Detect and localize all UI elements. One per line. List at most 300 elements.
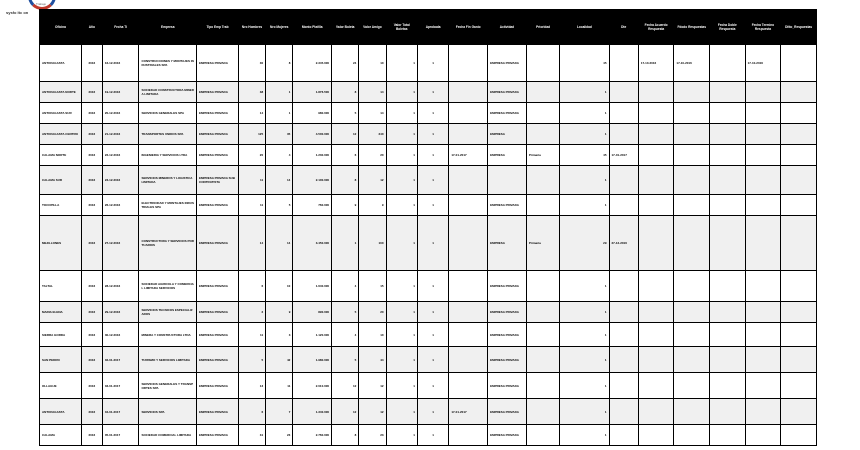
table-cell: SIERRA GORDA bbox=[40, 323, 82, 347]
table-cell bbox=[638, 166, 674, 195]
table-cell: 02-01-2017 bbox=[102, 347, 139, 373]
table-cell bbox=[781, 45, 817, 82]
table-row[interactable] bbox=[40, 82, 817, 103]
table-cell: EMPRESA PRIVADA bbox=[197, 195, 239, 216]
table-cell: 27-12-2016 bbox=[609, 216, 638, 271]
table-cell bbox=[526, 124, 560, 145]
table-cell: 1 bbox=[560, 103, 609, 124]
column-header[interactable]: Dte bbox=[609, 10, 638, 45]
table-cell: 1 bbox=[386, 271, 417, 302]
table-cell: 1 bbox=[417, 195, 448, 216]
table-cell: 9 bbox=[332, 195, 359, 216]
table-cell: 11 bbox=[238, 195, 265, 216]
table-cell: 1 bbox=[560, 347, 609, 373]
table-cell bbox=[609, 103, 638, 124]
table-cell bbox=[674, 399, 710, 425]
table-cell: EMPRESA bbox=[488, 145, 527, 166]
table-cell bbox=[638, 302, 674, 323]
table-cell: 14 bbox=[238, 103, 265, 124]
table-cell: 30 bbox=[238, 45, 265, 82]
table-cell bbox=[526, 302, 560, 323]
table-row[interactable] bbox=[40, 373, 817, 399]
table-cell bbox=[609, 302, 638, 323]
column-header[interactable]: Fecha Fin Ganio bbox=[449, 10, 488, 45]
table-row[interactable] bbox=[40, 166, 817, 195]
table-row[interactable] bbox=[40, 425, 817, 446]
table-cell: 20 bbox=[359, 145, 386, 166]
table-cell: 15 bbox=[359, 271, 386, 302]
table-cell bbox=[710, 166, 746, 195]
table-cell: 1 bbox=[560, 195, 609, 216]
table-cell: EMPRESA PRIVADA bbox=[488, 82, 527, 103]
table-cell: 38 bbox=[238, 82, 265, 103]
table-cell: 05-01-2017 bbox=[102, 425, 139, 446]
table-cell bbox=[745, 103, 781, 124]
table-cell: 14 bbox=[266, 166, 293, 195]
table-cell bbox=[674, 425, 710, 446]
table-cell: SERVICIOS SPA bbox=[139, 399, 197, 425]
table-cell: MARIA ELENA bbox=[40, 302, 82, 323]
table-cell: 16-12-2016 bbox=[102, 45, 139, 82]
table-cell: 2016 bbox=[81, 166, 102, 195]
table-cell: 8 bbox=[332, 82, 359, 103]
table-cell: 1.340.000 bbox=[293, 399, 332, 425]
table-cell: 29 bbox=[560, 216, 609, 271]
table-cell: 8 bbox=[266, 45, 293, 82]
table-cell: EMPRESA PRIVADA bbox=[197, 216, 239, 271]
table-cell bbox=[609, 425, 638, 446]
logo-text: Trabajo bbox=[36, 2, 47, 6]
column-header[interactable]: Nro Hombres bbox=[238, 10, 265, 45]
table-cell: 9 bbox=[359, 195, 386, 216]
table-cell bbox=[745, 216, 781, 271]
table-cell bbox=[449, 216, 488, 271]
table-cell: 7 bbox=[266, 399, 293, 425]
table-cell: 1 bbox=[560, 323, 609, 347]
table-cell: 12 bbox=[359, 399, 386, 425]
table-cell bbox=[488, 166, 527, 195]
table-cell bbox=[638, 271, 674, 302]
table-cell: 2016 bbox=[81, 271, 102, 302]
table-cell: 240 bbox=[359, 124, 386, 145]
table-cell: 2.010.000 bbox=[293, 373, 332, 399]
table-cell: 1 bbox=[386, 195, 417, 216]
table-cell: 1 bbox=[417, 82, 448, 103]
table-cell: 1 bbox=[417, 425, 448, 446]
table-cell bbox=[526, 425, 560, 446]
table-cell: EMPRESA PRIVADA bbox=[197, 399, 239, 425]
table-cell: OLLAGUE bbox=[40, 373, 82, 399]
table-cell bbox=[526, 271, 560, 302]
table-cell bbox=[638, 425, 674, 446]
table-cell bbox=[781, 323, 817, 347]
table-cell: 17-01-2017 bbox=[449, 145, 488, 166]
table-cell: SOCIEDAD AGRICOLA Y COMERCIAL LIMITADA SERVICIOS bbox=[139, 271, 197, 302]
table-cell: 2016 bbox=[81, 45, 102, 82]
table-cell: CALAMA NORTE bbox=[40, 145, 82, 166]
table-cell bbox=[710, 347, 746, 373]
table-cell bbox=[781, 302, 817, 323]
table-cell bbox=[674, 271, 710, 302]
table-cell bbox=[781, 216, 817, 271]
table-cell bbox=[609, 373, 638, 399]
column-header[interactable]: Localidad bbox=[560, 10, 609, 45]
table-cell: 19-12-2016 bbox=[102, 82, 139, 103]
table-cell: 2016 bbox=[81, 425, 102, 446]
table-cell: 14 bbox=[359, 82, 386, 103]
table-cell: 1 bbox=[417, 271, 448, 302]
table-cell: 31 bbox=[238, 425, 265, 446]
table-cell bbox=[674, 166, 710, 195]
table-cell: 1 bbox=[417, 373, 448, 399]
table-cell: 17-10-2016 bbox=[674, 45, 710, 82]
table-cell: 1 bbox=[560, 82, 609, 103]
table-cell: SERVICIOS MINEROS Y LOGISTICA LIMITADA bbox=[139, 166, 197, 195]
table-cell: 35 bbox=[266, 124, 293, 145]
table-cell: EMPRESA PRIVADA bbox=[488, 195, 527, 216]
table-cell: 2016 bbox=[81, 302, 102, 323]
table-cell: 13 bbox=[238, 373, 265, 399]
table-cell bbox=[710, 271, 746, 302]
table-cell: 23-12-2016 bbox=[102, 166, 139, 195]
table-cell: 14 bbox=[359, 103, 386, 124]
table-cell: 04-01-2017 bbox=[102, 399, 139, 425]
table-cell bbox=[449, 166, 488, 195]
table-cell bbox=[526, 347, 560, 373]
table-cell bbox=[745, 195, 781, 216]
table-cell bbox=[781, 145, 817, 166]
table-cell: 2.345.000 bbox=[293, 45, 332, 82]
table-cell: CALAMA bbox=[40, 425, 82, 446]
table-cell: SERVICIOS GENERALES Y TRANSPORTES SPA bbox=[139, 373, 197, 399]
table-cell bbox=[638, 82, 674, 103]
table-cell bbox=[781, 124, 817, 145]
table-cell: 17-10-2016 bbox=[638, 45, 674, 82]
column-header[interactable]: Oficina bbox=[40, 10, 82, 45]
table-cell: EMPRESA PRIVADA bbox=[197, 82, 239, 103]
table-cell bbox=[674, 373, 710, 399]
table-cell: ANTOFAGASTA NORTE bbox=[40, 82, 82, 103]
table-cell: EMPRESA PRIVADA bbox=[488, 425, 527, 446]
table-cell bbox=[710, 323, 746, 347]
table-cell: 1 bbox=[417, 347, 448, 373]
table-cell: 12 bbox=[359, 373, 386, 399]
table-cell: 1.230.000 bbox=[293, 145, 332, 166]
table-row[interactable] bbox=[40, 399, 817, 425]
table-cell: 4.500.000 bbox=[293, 124, 332, 145]
table-cell: 3 bbox=[266, 323, 293, 347]
table-row[interactable] bbox=[40, 45, 817, 82]
table-cell: 1 bbox=[386, 124, 417, 145]
table-cell: ANTOFAGASTA bbox=[40, 45, 82, 82]
table-cell bbox=[674, 82, 710, 103]
table-row[interactable] bbox=[40, 124, 817, 145]
table-row[interactable] bbox=[40, 323, 817, 347]
table-row[interactable] bbox=[40, 302, 817, 323]
table-cell bbox=[710, 45, 746, 82]
table-cell: 12 bbox=[332, 124, 359, 145]
table-cell: 6 bbox=[238, 399, 265, 425]
table-cell: TALTAL bbox=[40, 271, 82, 302]
table-row[interactable] bbox=[40, 195, 817, 216]
table-cell bbox=[710, 373, 746, 399]
table-cell bbox=[449, 103, 488, 124]
table-cell: ANTOFAGASTA bbox=[40, 399, 82, 425]
table-cell: 1 bbox=[417, 45, 448, 82]
column-header[interactable]: Ditto_Respuestas bbox=[781, 10, 817, 45]
table-cell bbox=[674, 302, 710, 323]
table-cell: EMPRESA PRIVADA bbox=[488, 302, 527, 323]
table-cell: EMPRESA PRIVADA bbox=[197, 103, 239, 124]
column-header[interactable]: Valor Total Boletas bbox=[386, 10, 417, 45]
table-cell: 23 bbox=[359, 425, 386, 446]
column-header[interactable]: Fdodo Respuestas bbox=[674, 10, 710, 45]
table-cell bbox=[638, 103, 674, 124]
table-cell: EMPRESA PRIVADA bbox=[197, 145, 239, 166]
table-cell: 2016 bbox=[81, 124, 102, 145]
table-cell bbox=[781, 195, 817, 216]
table-cell: 1 bbox=[417, 124, 448, 145]
table-cell: SERVICIOS GENERALES SPA bbox=[139, 103, 197, 124]
table-cell: 17-01-2017 bbox=[609, 145, 638, 166]
table-cell: SAN PEDRO bbox=[40, 347, 82, 373]
table-cell bbox=[609, 166, 638, 195]
table-cell bbox=[638, 323, 674, 347]
table-cell bbox=[638, 216, 674, 271]
table-cell bbox=[449, 45, 488, 82]
table-cell: EMPRESA PRIVADA bbox=[197, 373, 239, 399]
table-row[interactable] bbox=[40, 216, 817, 271]
table-cell bbox=[449, 323, 488, 347]
table-cell bbox=[449, 271, 488, 302]
table-cell bbox=[710, 216, 746, 271]
table-cell bbox=[449, 82, 488, 103]
table-cell: 5 bbox=[238, 347, 265, 373]
table-cell: 1 bbox=[417, 302, 448, 323]
table-cell: 26-12-2016 bbox=[102, 195, 139, 216]
table-cell: 1 bbox=[560, 166, 609, 195]
column-header[interactable]: Aprobada bbox=[417, 10, 448, 45]
table-cell: 1 bbox=[386, 166, 417, 195]
table-cell bbox=[781, 425, 817, 446]
table-cell bbox=[609, 271, 638, 302]
table-cell bbox=[745, 373, 781, 399]
column-header[interactable]: Prioridad bbox=[526, 10, 560, 45]
table-cell: 2016 bbox=[81, 323, 102, 347]
table-cell: 2016 bbox=[81, 216, 102, 271]
table-cell bbox=[609, 82, 638, 103]
table-cell: 20 bbox=[238, 145, 265, 166]
table-cell: 1 bbox=[417, 166, 448, 195]
table-cell: 2016 bbox=[81, 145, 102, 166]
table-cell: 1 bbox=[386, 145, 417, 166]
table-cell bbox=[710, 82, 746, 103]
table-cell: EMPRESA PRIVADA bbox=[488, 347, 527, 373]
table-cell: TURISMO Y SERVICIOS LIMITADA bbox=[139, 347, 197, 373]
table-cell bbox=[449, 302, 488, 323]
table-cell bbox=[745, 82, 781, 103]
table-cell: 1 bbox=[417, 145, 448, 166]
table-cell: 29-12-2016 bbox=[102, 302, 139, 323]
table-cell: 12 bbox=[332, 399, 359, 425]
table-cell bbox=[449, 347, 488, 373]
table-cell: 5 bbox=[332, 103, 359, 124]
table-cell: INGENIERIA Y SERVICIOS LTDA bbox=[139, 145, 197, 166]
table-cell: 14 bbox=[266, 216, 293, 271]
table-cell: 2.760.000 bbox=[293, 425, 332, 446]
table-cell bbox=[674, 195, 710, 216]
table-cell bbox=[745, 145, 781, 166]
table-cell bbox=[449, 124, 488, 145]
table-cell bbox=[609, 399, 638, 425]
column-header[interactable]: Nro Mujeres bbox=[266, 10, 293, 45]
table-cell: ELECTRICIDAD Y MONTAJES INDUSTRIALES SPA bbox=[139, 195, 197, 216]
table-cell bbox=[745, 399, 781, 425]
table-cell bbox=[609, 45, 638, 82]
column-header[interactable]: Empresa bbox=[139, 10, 197, 45]
column-header[interactable]: Fecha Acuerdo Respuesta bbox=[638, 10, 674, 45]
table-cell: 2016 bbox=[81, 195, 102, 216]
table-cell bbox=[745, 271, 781, 302]
column-header[interactable]: Tipo Emp Trab bbox=[197, 10, 239, 45]
table-row[interactable] bbox=[40, 347, 817, 373]
table-cell: SERVICIOS TECNICOS ESPECIALIZADOS bbox=[139, 302, 197, 323]
table-cell: 1 bbox=[386, 82, 417, 103]
column-header[interactable]: Monto Plañlla bbox=[293, 10, 332, 45]
table-cell: 1 bbox=[417, 323, 448, 347]
table-cell: 24 bbox=[332, 45, 359, 82]
table-cell: 2016 bbox=[81, 103, 102, 124]
table-cell: 4 bbox=[332, 271, 359, 302]
table-cell: 760.000 bbox=[293, 195, 332, 216]
table-cell bbox=[638, 124, 674, 145]
table-cell: EMPRESA bbox=[488, 124, 527, 145]
brand-label: sysfo Itc on bbox=[6, 10, 29, 15]
table-cell: 28-12-2016 bbox=[102, 271, 139, 302]
table-cell: TRANSPORTES UNIDOS SPA bbox=[139, 124, 197, 145]
table-cell: 6 bbox=[238, 271, 265, 302]
table-cell: 5 bbox=[332, 347, 359, 373]
table-cell: 11 bbox=[266, 373, 293, 399]
table-cell bbox=[526, 45, 560, 82]
table-cell: EMPRESA PRIVADA bbox=[197, 323, 239, 347]
table-cell: EMPRESA PRIVADA SUBCONTRATISTA bbox=[197, 166, 239, 195]
table-cell: 1 bbox=[417, 216, 448, 271]
table-cell bbox=[526, 166, 560, 195]
table-cell: 1 bbox=[417, 399, 448, 425]
column-header[interactable]: Año bbox=[81, 10, 102, 45]
column-header[interactable]: Fecha Doble Respuesta bbox=[710, 10, 746, 45]
table-cell: 125 bbox=[238, 124, 265, 145]
table-cell: 12 bbox=[359, 166, 386, 195]
table-cell bbox=[710, 103, 746, 124]
column-header[interactable]: Fecha Termino Respuesta bbox=[745, 10, 781, 45]
table-cell: 42 bbox=[266, 347, 293, 373]
table-cell bbox=[710, 399, 746, 425]
table-cell bbox=[609, 195, 638, 216]
table-cell: 1.120.000 bbox=[293, 323, 332, 347]
table-cell bbox=[710, 302, 746, 323]
table-row[interactable] bbox=[40, 145, 817, 166]
table-cell: EMPRESA PRIVADA bbox=[197, 45, 239, 82]
table-cell: 1 bbox=[386, 302, 417, 323]
table-cell bbox=[674, 347, 710, 373]
table-cell bbox=[526, 373, 560, 399]
table-cell: EMPRESA PRIVADA bbox=[197, 302, 239, 323]
table-cell: EMPRESA PRIVADA bbox=[488, 373, 527, 399]
table-cell: 980.000 bbox=[293, 103, 332, 124]
table-cell: EMPRESA PRIVADA bbox=[488, 271, 527, 302]
table-cell: 2016 bbox=[81, 82, 102, 103]
table-cell bbox=[674, 323, 710, 347]
column-header[interactable]: Valor Amigo bbox=[359, 10, 386, 45]
table-cell: 1.980.000 bbox=[293, 347, 332, 373]
table-cell bbox=[526, 82, 560, 103]
table-header-row bbox=[40, 10, 817, 45]
table-cell bbox=[638, 399, 674, 425]
table-cell: 11 bbox=[238, 323, 265, 347]
table-cell: EMPRESA PRIVADA bbox=[197, 425, 239, 446]
table-cell: 2 bbox=[238, 302, 265, 323]
column-header[interactable]: Valor Boleta bbox=[332, 10, 359, 45]
table-cell bbox=[781, 82, 817, 103]
table-cell: 10 bbox=[359, 323, 386, 347]
table-cell: 1 bbox=[417, 103, 448, 124]
table-cell: 1.876.500 bbox=[293, 82, 332, 103]
table-cell: 2016 bbox=[81, 399, 102, 425]
table-cell: ANTOFAGASTA CENTRO bbox=[40, 124, 82, 145]
table-cell: 2.100.000 bbox=[293, 166, 332, 195]
table-cell: 5 bbox=[332, 302, 359, 323]
table-cell: ANTOFAGASTA SUR bbox=[40, 103, 82, 124]
report-table bbox=[39, 9, 817, 446]
table-row[interactable] bbox=[40, 103, 817, 124]
table-cell: MEJILLONES bbox=[40, 216, 82, 271]
table-cell bbox=[710, 195, 746, 216]
table-cell: EMPRESA PRIVADA bbox=[197, 271, 239, 302]
table-cell bbox=[745, 124, 781, 145]
table-cell: 1.640.000 bbox=[293, 271, 332, 302]
table-cell: 23 bbox=[266, 425, 293, 446]
table-cell: EMPRESA PRIVADA bbox=[488, 399, 527, 425]
table-cell bbox=[781, 347, 817, 373]
table-cell bbox=[449, 373, 488, 399]
table-cell: SOCIEDAD CONSTRUCTORA MINERA LIMITADA bbox=[139, 82, 197, 103]
column-header[interactable]: Fecha Ti bbox=[102, 10, 139, 45]
table-cell bbox=[781, 399, 817, 425]
column-header[interactable]: Actividad bbox=[488, 10, 527, 45]
table-cell bbox=[781, 103, 817, 124]
table-cell bbox=[745, 347, 781, 373]
table-cell: 1 bbox=[386, 45, 417, 82]
table-row[interactable] bbox=[40, 271, 817, 302]
table-cell: 1 bbox=[560, 124, 609, 145]
table-cell bbox=[781, 166, 817, 195]
table-cell: 1 bbox=[560, 302, 609, 323]
table-cell: 890.000 bbox=[293, 302, 332, 323]
table-cell bbox=[638, 373, 674, 399]
table-cell bbox=[526, 195, 560, 216]
table-cell: TOCOPILLA bbox=[40, 195, 82, 216]
table-cell bbox=[674, 145, 710, 166]
table-cell: 20 bbox=[359, 302, 386, 323]
table-cell: SOCIEDAD COMERCIAL LIMITADA bbox=[139, 425, 197, 446]
table-cell: 17-10-2016 bbox=[745, 45, 781, 82]
table-cell: EMPRESA PRIVADA bbox=[488, 103, 527, 124]
table-cell: CALAMA SUR bbox=[40, 166, 82, 195]
table-cell bbox=[638, 195, 674, 216]
table-cell bbox=[609, 124, 638, 145]
